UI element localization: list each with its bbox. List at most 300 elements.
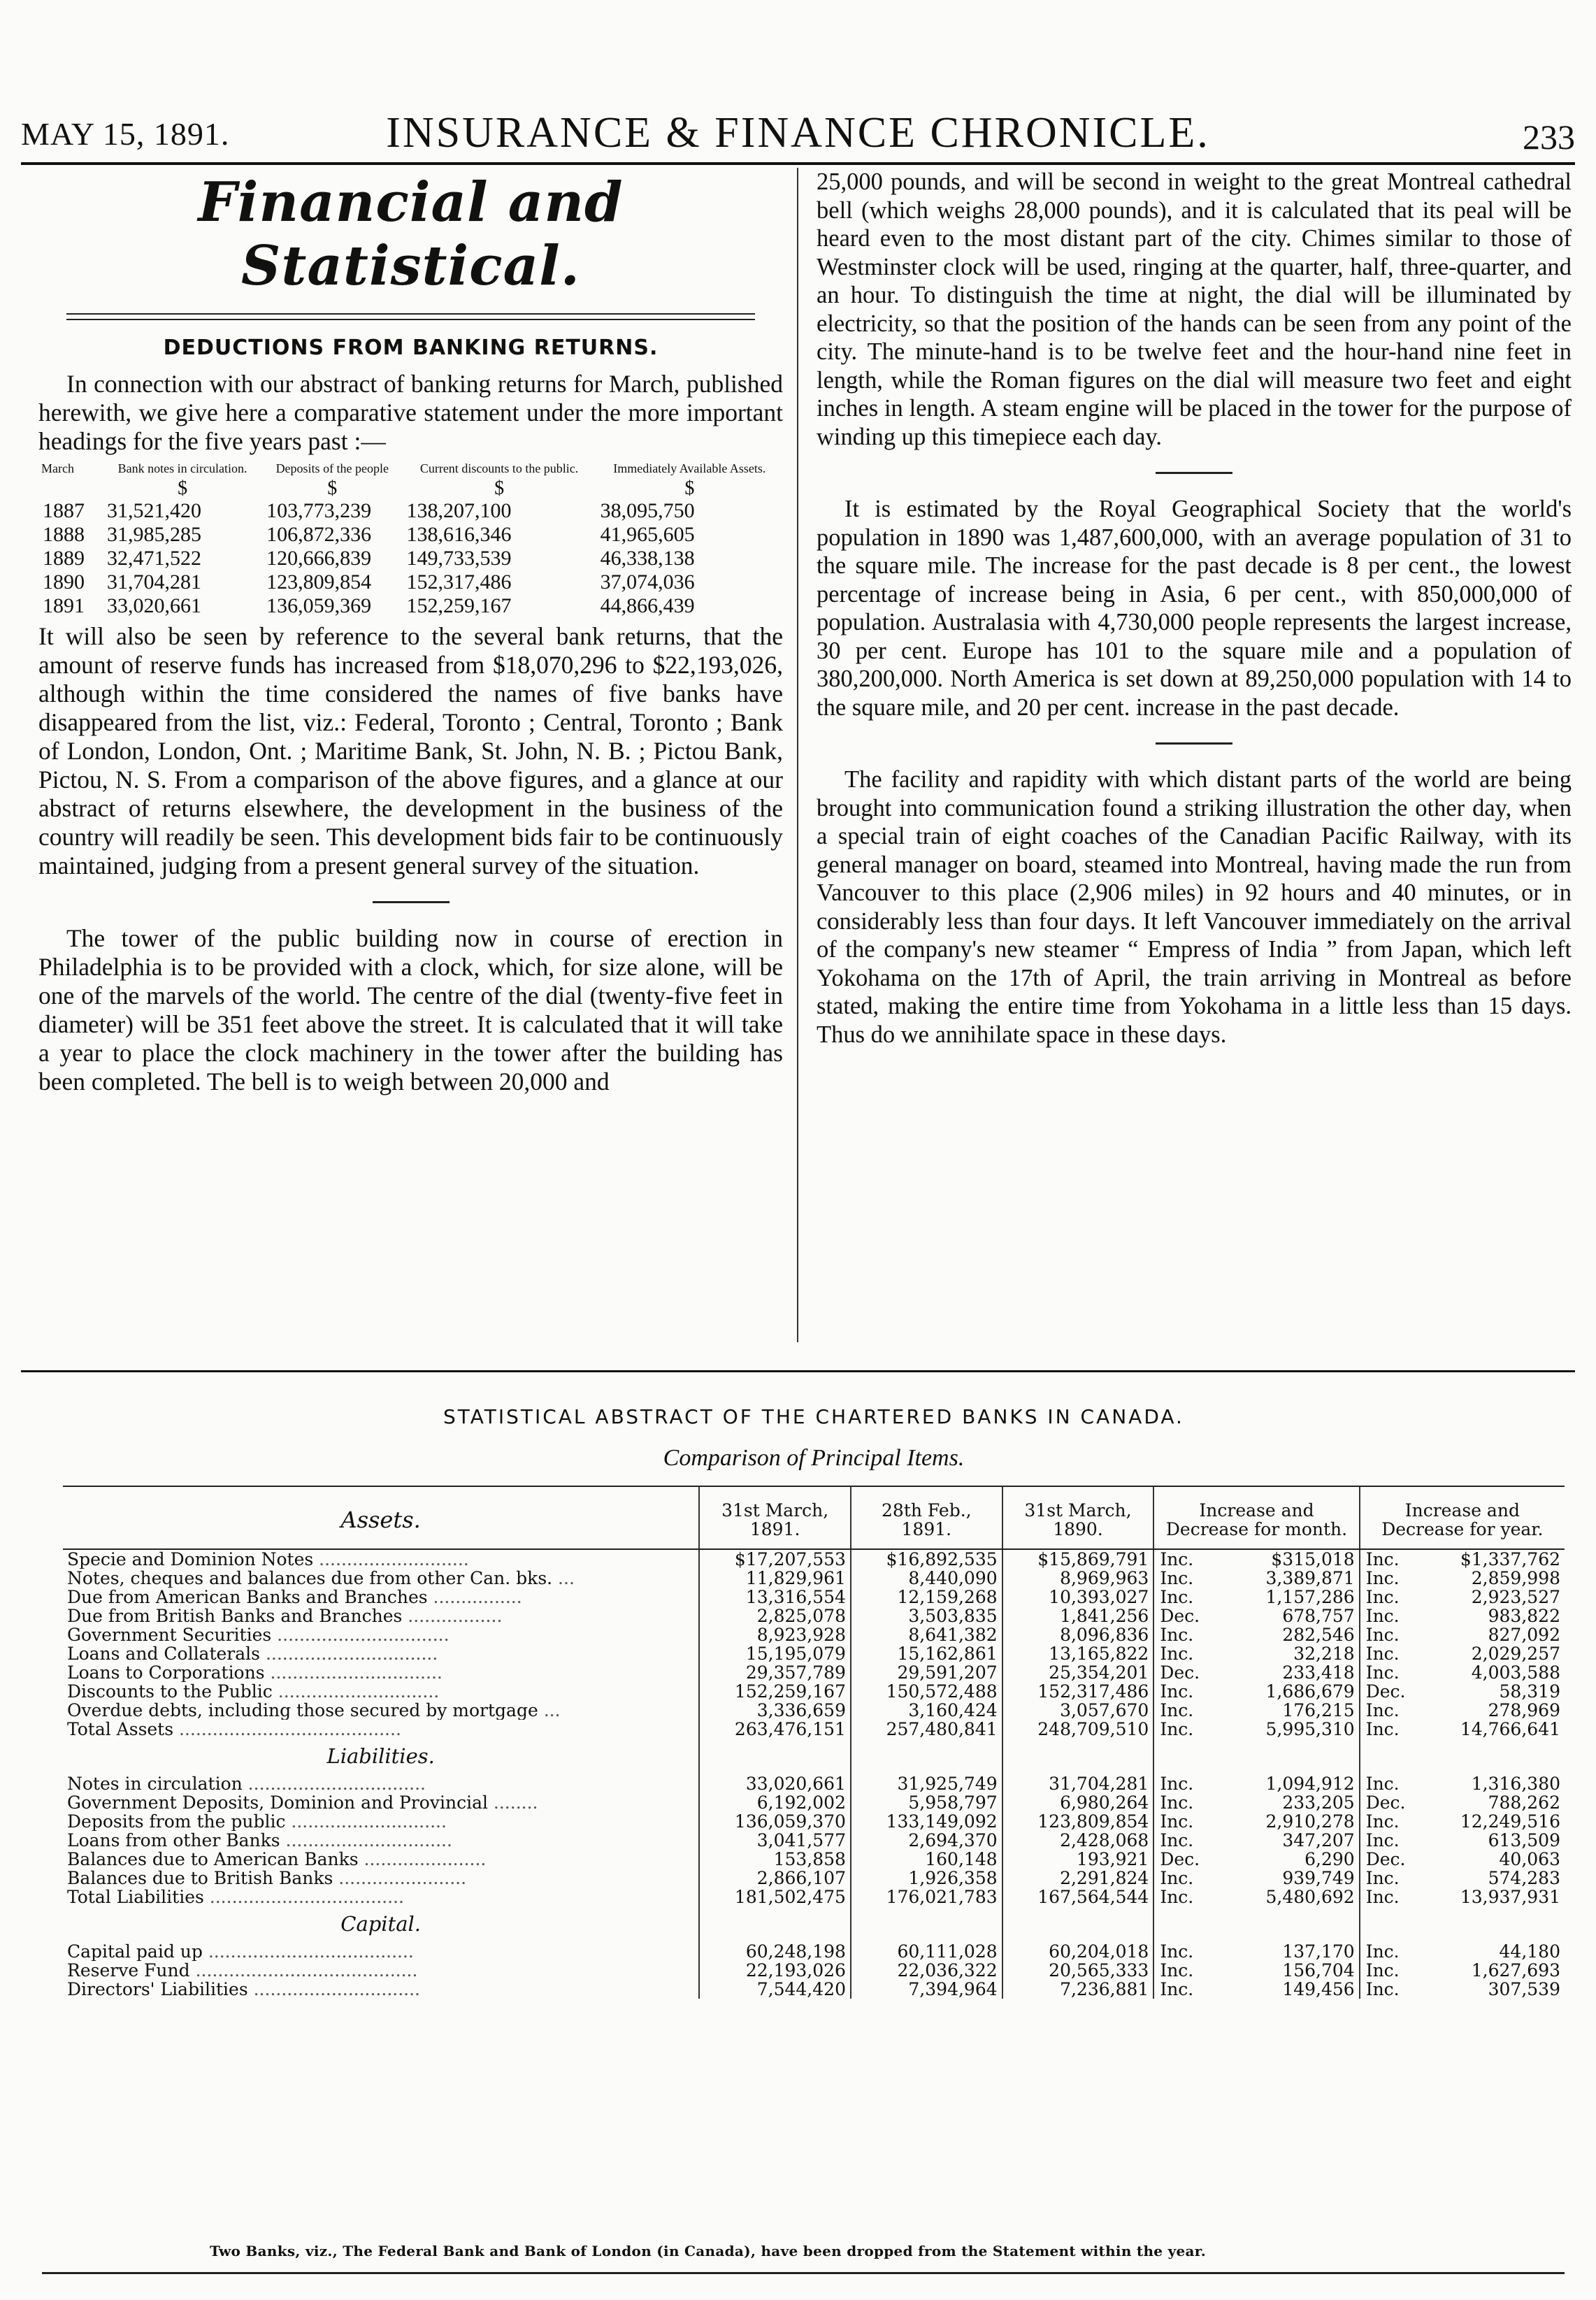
month-change: 1,094,912 [1265, 1774, 1355, 1794]
year-change: 1,627,693 [1471, 1960, 1560, 1981]
abstract-row [63, 1549, 1565, 1569]
unit-cell: $ [178, 477, 188, 499]
month-direction: Dec. [1153, 1663, 1217, 1682]
five-year-header: Deposits of the people [275, 461, 389, 475]
leader-dots: ............................... [264, 1663, 443, 1682]
column-header: Increase and Decrease for year. [1360, 1486, 1565, 1549]
row-label: Loans to Corporations ............................... [67, 1663, 443, 1682]
row-label: Overdue debts, including those secured by mortgage ... [67, 1701, 561, 1720]
value-cell: 136,059,369 [266, 594, 372, 617]
spacer-cell [851, 1739, 1002, 1774]
month-direction: Inc. [1153, 1682, 1217, 1701]
five-year-row [38, 570, 783, 594]
abstract-row [63, 1793, 1565, 1812]
article-body: The tower of the public building now in course of erection in Philadelphia is to be provided with a clock, which, for size alone, will be one of the marvels of the world. The centre of the dial (twenty-five feet in diameter) will be 351 feet above the street. It is calculated that it will take a year to place the clock machinery in the tower after the building has been completed. The bell is to weigh between 20,000 and [38, 924, 783, 1095]
value-cell: 31,704,281 [107, 570, 201, 594]
march-1891-value: 152,259,167 [699, 1682, 851, 1701]
month-change: 137,170 [1282, 1941, 1355, 1962]
leader-dots: ............................... [271, 1625, 450, 1644]
masthead-rule [66, 313, 755, 320]
feb-1891-value: 160,148 [851, 1850, 1002, 1869]
liabilities-subhead [63, 1739, 1565, 1774]
paragraph-divider [373, 901, 450, 903]
row-label: Directors' Liabilities .............................. [67, 1980, 421, 1999]
row-label: Specie and Dominion Notes ........................... [67, 1549, 469, 1569]
year-direction: Inc. [1360, 1774, 1423, 1793]
march-1891-value: 11,829,961 [699, 1569, 851, 1588]
year-direction: Inc. [1360, 1701, 1423, 1720]
article-body: The facility and rapidity with which distant parts of the world are being brought into communication found a striking illustration the other day, when a special train of eight coaches of the Canadian Pacific Railway, with its general manager on board, steamed into Montreal, having made the run from Vancouver to this place (2,906 miles) in 92 hours and 40 minutes, or in considerably less than four days. It left Vancouver immediately on the arrival of the company's new steamer “ Empress of India ” from Japan, which left Yokohama on the 17th of April, the train arriving in Montreal as before stated, making the entire time from Yokohama in a little less than 15 days. Thus do we annihilate space in these days. [817, 766, 1572, 1048]
feb-1891-value: 60,111,028 [851, 1942, 1002, 1961]
month-direction: Inc. [1153, 1774, 1217, 1793]
march-1891-value: 2,825,078 [699, 1607, 851, 1625]
feb-1891-value: $16,892,535 [851, 1549, 1002, 1569]
year-direction: Inc. [1360, 1569, 1423, 1588]
leader-dots: ....................... [333, 1869, 467, 1888]
row-label: Capital paid up ..................................... [67, 1942, 414, 1961]
leader-dots: ............................. [272, 1682, 440, 1701]
spacer-cell [1360, 1906, 1423, 1942]
year-change: 574,283 [1488, 1868, 1560, 1888]
feb-1891-value: 29,591,207 [851, 1663, 1002, 1682]
abstract-row [63, 1888, 1565, 1906]
month-change: 939,749 [1282, 1868, 1355, 1888]
year-change: 2,923,527 [1471, 1587, 1560, 1607]
march-1891-value: 181,502,475 [699, 1888, 851, 1906]
left-column [38, 168, 783, 1096]
month-direction: Inc. [1153, 1793, 1217, 1812]
footer-rule [42, 2272, 1565, 2274]
abstract-row [63, 1625, 1565, 1644]
section-rule [21, 1370, 1575, 1372]
abstract-row [63, 1850, 1565, 1869]
value-cell: 152,259,167 [406, 594, 512, 617]
feb-1891-value: 1,926,358 [851, 1869, 1002, 1888]
liabilities-rows [63, 1774, 1565, 1906]
march-1891-value: 3,336,659 [699, 1701, 851, 1720]
month-direction: Inc. [1153, 1980, 1217, 1999]
column-header: 31st March, 1891. [699, 1486, 851, 1549]
leader-dots: ........ [487, 1793, 538, 1812]
abstract-row [63, 1701, 1565, 1720]
leader-dots: ............................... [260, 1644, 438, 1663]
paragraph-divider [1156, 742, 1232, 745]
right-column [817, 168, 1572, 1049]
march-1891-value: 3,041,577 [699, 1831, 851, 1850]
year-cell: 1891 [43, 594, 85, 617]
march-1891-value: 15,195,079 [699, 1644, 851, 1663]
abstract-row [63, 1607, 1565, 1625]
running-head [21, 108, 1575, 157]
month-change: 32,218 [1293, 1644, 1355, 1664]
feb-1891-value: 133,149,092 [851, 1812, 1002, 1831]
liabilities-heading: Liabilities. [326, 1744, 435, 1768]
spacer-cell [851, 1906, 1002, 1942]
abstract-row [63, 1942, 1565, 1961]
abstract-title: STATISTICAL ABSTRACT OF THE CHARTERED BANKS IN CANADA. [443, 1405, 1184, 1428]
row-label: Deposits from the public ............................ [67, 1812, 447, 1831]
column-header: 28th Feb., 1891. [851, 1486, 1002, 1549]
value-cell: 31,521,420 [107, 499, 201, 522]
year-change: 14,766,641 [1460, 1719, 1560, 1739]
march-1891-value: 8,923,928 [699, 1625, 851, 1644]
spacer-cell [699, 1739, 851, 1774]
row-label: Total Liabilities ................................... [67, 1888, 404, 1906]
value-cell: 41,965,605 [600, 523, 695, 546]
abstract-row [63, 1663, 1565, 1682]
march-1891-value: 22,193,026 [699, 1961, 851, 1980]
march-1890-value: 7,236,881 [1002, 1980, 1154, 1999]
march-1890-value: 20,565,333 [1002, 1961, 1154, 1980]
feb-1891-value: 176,021,783 [851, 1888, 1002, 1906]
value-cell: 103,773,239 [266, 499, 372, 522]
feb-1891-value: 257,480,841 [851, 1720, 1002, 1739]
leader-dots: ... [538, 1701, 561, 1720]
month-direction: Inc. [1153, 1588, 1217, 1607]
march-1890-value: 1,841,256 [1002, 1607, 1154, 1625]
leader-dots: ............................ [285, 1812, 447, 1831]
value-cell: 46,338,138 [600, 547, 695, 570]
column-header: 31st March, 1890. [1002, 1486, 1154, 1549]
year-change: 827,092 [1488, 1625, 1560, 1645]
abstract-row [63, 1869, 1565, 1888]
row-label: Government Deposits, Dominion and Provincial ........ [67, 1793, 538, 1812]
spacer-cell [1002, 1739, 1154, 1774]
subhead-row [63, 1906, 1565, 1942]
column-header: Increase and Decrease for month. [1153, 1486, 1359, 1549]
month-change: $315,018 [1271, 1549, 1355, 1569]
month-direction: Inc. [1153, 1961, 1217, 1980]
capital-heading: Capital. [340, 1912, 422, 1936]
march-1891-value: 153,858 [699, 1850, 851, 1869]
leader-dots: ................ [427, 1588, 522, 1607]
year-change: 2,029,257 [1471, 1644, 1560, 1664]
month-direction: Inc. [1153, 1720, 1217, 1739]
spacer-cell [1217, 1906, 1360, 1942]
abstract-row [63, 1980, 1565, 1999]
value-cell: 44,866,439 [600, 594, 695, 617]
year-direction: Inc. [1360, 1663, 1423, 1682]
year-change: 58,319 [1499, 1681, 1560, 1702]
march-1891-value: 13,316,554 [699, 1588, 851, 1607]
value-cell: 138,207,100 [406, 499, 512, 522]
leader-dots: ................. [402, 1607, 503, 1625]
leader-dots: ........................................ [189, 1961, 418, 1980]
unit-cell [38, 478, 103, 499]
leader-dots: ... [552, 1569, 575, 1588]
month-direction: Inc. [1153, 1869, 1217, 1888]
month-change: 156,704 [1282, 1960, 1355, 1981]
abstract-row [63, 1569, 1565, 1588]
spacer-cell [1002, 1906, 1154, 1942]
row-label: Balances due to British Banks ....................... [67, 1869, 467, 1888]
abstract-table [63, 1486, 1565, 1999]
year-cell: 1887 [43, 499, 85, 522]
year-cell: 1890 [43, 570, 85, 594]
month-change: 149,456 [1282, 1979, 1355, 1999]
month-change: 347,207 [1282, 1830, 1355, 1850]
five-year-header: Bank notes in circulation. [117, 461, 247, 475]
month-direction: Inc. [1153, 1942, 1217, 1961]
month-direction: Dec. [1153, 1850, 1217, 1869]
article-heading: DEDUCTIONS FROM BANKING RETURNS. [163, 336, 659, 360]
march-1890-value: 123,809,854 [1002, 1812, 1154, 1831]
year-change: 983,822 [1488, 1606, 1560, 1626]
year-direction: Inc. [1360, 1607, 1423, 1625]
abstract-row [63, 1812, 1565, 1831]
month-direction: Inc. [1153, 1625, 1217, 1644]
year-change: 44,180 [1499, 1941, 1560, 1962]
value-cell: 31,985,285 [107, 523, 201, 546]
year-cell: 1888 [43, 523, 85, 546]
month-change: 2,910,278 [1265, 1811, 1355, 1832]
leader-dots: ................................ [242, 1774, 426, 1793]
row-label: Due from British Banks and Branches ................. [67, 1607, 503, 1625]
subhead-row [63, 1739, 1565, 1774]
year-change: 278,969 [1488, 1700, 1560, 1720]
feb-1891-value: 7,394,964 [851, 1980, 1002, 1999]
march-1891-value: 6,192,002 [699, 1793, 851, 1812]
feb-1891-value: 8,641,382 [851, 1625, 1002, 1644]
year-change: 788,262 [1488, 1792, 1560, 1813]
march-1891-value: 263,476,151 [699, 1720, 851, 1739]
abstract-row [63, 1588, 1565, 1607]
month-change: 1,686,679 [1265, 1681, 1355, 1702]
feb-1891-value: 15,162,861 [851, 1644, 1002, 1663]
feb-1891-value: 150,572,488 [851, 1682, 1002, 1701]
header-rule [21, 162, 1575, 165]
abstract-row [63, 1644, 1565, 1663]
leader-dots: .............................. [280, 1831, 452, 1850]
march-1891-value: $17,207,553 [699, 1549, 851, 1569]
unit-cell: $ [684, 477, 695, 499]
five-year-header: March [41, 461, 74, 475]
march-1891-value: 7,544,420 [699, 1980, 851, 1999]
year-direction: Inc. [1360, 1831, 1423, 1850]
year-direction: Inc. [1360, 1588, 1423, 1607]
spacer-cell [1153, 1906, 1217, 1942]
issue-date: MAY 15, 1891. [21, 116, 230, 152]
month-change: 176,215 [1282, 1700, 1355, 1720]
march-1891-value: 2,866,107 [699, 1869, 851, 1888]
capital-rows [63, 1942, 1565, 1999]
march-1890-value: 2,291,824 [1002, 1869, 1154, 1888]
leader-dots: ..................................... [202, 1942, 414, 1961]
feb-1891-value: 5,958,797 [851, 1793, 1002, 1812]
publication-title: INSURANCE & FINANCE CHRONICLE. [386, 109, 1210, 157]
month-change: 1,157,286 [1265, 1587, 1355, 1607]
spacer-cell [1217, 1739, 1360, 1774]
five-year-body [38, 478, 783, 618]
abstract-row [63, 1774, 1565, 1793]
month-direction: Inc. [1153, 1569, 1217, 1588]
month-change: 233,418 [1282, 1662, 1355, 1683]
section-masthead: Financial and Statistical. [198, 171, 624, 298]
unit-cell: $ [327, 477, 338, 499]
march-1890-value: 167,564,544 [1002, 1888, 1154, 1906]
value-cell: 37,074,036 [600, 570, 695, 594]
abstract-subtitle: Comparison of Principal Items. [663, 1445, 965, 1471]
month-direction: Inc. [1153, 1812, 1217, 1831]
march-1890-value: 31,704,281 [1002, 1774, 1154, 1793]
value-cell: 38,095,750 [600, 499, 695, 522]
leader-dots: ........................... [313, 1549, 469, 1569]
article-body: 25,000 pounds, and will be second in weight to the great Montreal cathedral bell (which weighs 28,000 pounds), and it is calculated that its peal will be heard even to the most distant part of the city. Chimes similar to those of Westminster clock will be used, ringing at the quarter, half, three-quarter, and an hour. To distinguish the time at night, the dial will be illuminated by electricity, so that the position of the hands can be seen from any point of the city. The minute-hand is to be twelve feet and the hour-hand nine feet in length, while the Roman figures on the dial will measure two feet and eight inches in length. A steam engine will be placed in the tower for the purpose of winding up this timepiece each day. [817, 168, 1572, 450]
capital-subhead [63, 1906, 1565, 1942]
march-1890-value: 60,204,018 [1002, 1942, 1154, 1961]
year-change: 2,859,998 [1471, 1568, 1560, 1588]
march-1890-value: $15,869,791 [1002, 1549, 1154, 1569]
row-label: Government Securities ............................... [67, 1625, 450, 1644]
value-cell: 138,616,346 [406, 523, 512, 546]
value-cell: 123,809,854 [266, 570, 372, 594]
march-1890-value: 25,354,201 [1002, 1663, 1154, 1682]
year-direction: Inc. [1360, 1980, 1423, 1999]
month-change: 3,389,871 [1265, 1568, 1355, 1588]
year-direction: Inc. [1360, 1812, 1423, 1831]
five-year-row [38, 594, 783, 618]
spacer-cell [699, 1906, 851, 1942]
year-direction: Inc. [1360, 1549, 1423, 1569]
feb-1891-value: 12,159,268 [851, 1588, 1002, 1607]
row-label: Balances due to American Banks ...................... [67, 1850, 487, 1869]
month-direction: Inc. [1153, 1831, 1217, 1850]
column-divider [797, 168, 798, 1342]
year-change: 12,249,516 [1460, 1811, 1560, 1832]
month-change: 233,205 [1282, 1792, 1355, 1813]
month-direction: Inc. [1153, 1888, 1217, 1906]
five-year-row [38, 499, 783, 523]
year-cell: 1889 [43, 547, 85, 570]
spacer-cell [1360, 1739, 1423, 1774]
march-1890-value: 193,921 [1002, 1850, 1154, 1869]
year-direction: Dec. [1360, 1682, 1423, 1701]
feb-1891-value: 31,925,749 [851, 1774, 1002, 1793]
row-label: Discounts to the Public ............................. [67, 1682, 440, 1701]
five-year-units-row [38, 478, 783, 499]
row-label: Loans from other Banks .............................. [67, 1831, 452, 1850]
year-change: 13,937,931 [1460, 1887, 1560, 1907]
value-cell: 32,471,522 [107, 547, 201, 570]
feb-1891-value: 22,036,322 [851, 1961, 1002, 1980]
year-direction: Inc. [1360, 1942, 1423, 1961]
paragraph-divider [1156, 472, 1232, 474]
spacer-cell [1423, 1906, 1565, 1942]
month-change: 282,546 [1282, 1625, 1355, 1645]
feb-1891-value: 2,694,370 [851, 1831, 1002, 1850]
march-1890-value: 13,165,822 [1002, 1644, 1154, 1663]
march-1890-value: 10,393,027 [1002, 1588, 1154, 1607]
leader-dots: ........................................ [173, 1720, 401, 1739]
month-change: 678,757 [1282, 1606, 1355, 1626]
abstract-row [63, 1720, 1565, 1739]
month-change: 5,995,310 [1265, 1719, 1355, 1739]
year-direction: Dec. [1360, 1850, 1423, 1869]
march-1891-value: 136,059,370 [699, 1812, 851, 1831]
month-direction: Inc. [1153, 1701, 1217, 1720]
year-change: 307,539 [1488, 1979, 1560, 1999]
march-1890-value: 8,096,836 [1002, 1625, 1154, 1644]
leader-dots: .............................. [247, 1980, 421, 1999]
year-change: $1,337,762 [1460, 1549, 1560, 1569]
feb-1891-value: 3,503,835 [851, 1607, 1002, 1625]
row-label: Loans and Collaterals ............................... [67, 1644, 438, 1663]
five-year-header: Immediately Available Assets. [613, 461, 766, 475]
article-body: It is estimated by the Royal Geographical Society that the world's population in 1890 was 1,487,600,000, with an average population of 31 to the square mile. The increase for the past decade is 8 per cent., the lowest percentage of increase being in Asia, 6 per cent., with 850,000,000 of population. Australasia with 4,730,000 people represents the largest increase, 30 per cent. Europe has 101 to the square mile and a population of 380,200,000. North America is set down at 89,250,000 population with 14 to the square mile, and 20 per cent. increase in the past decade. [817, 496, 1572, 721]
year-change: 613,509 [1488, 1830, 1560, 1850]
year-direction: Inc. [1360, 1961, 1423, 1980]
abstract-row [63, 1961, 1565, 1980]
abstract-header-row [63, 1486, 1565, 1549]
march-1890-value: 2,428,068 [1002, 1831, 1154, 1850]
march-1890-value: 6,980,264 [1002, 1793, 1154, 1812]
month-direction: Inc. [1153, 1549, 1217, 1569]
month-change: 5,480,692 [1265, 1887, 1355, 1907]
abstract-row [63, 1682, 1565, 1701]
month-direction: Dec. [1153, 1607, 1217, 1625]
month-change: 6,290 [1304, 1849, 1355, 1869]
march-1890-value: 248,709,510 [1002, 1720, 1154, 1739]
five-year-table [38, 461, 783, 618]
year-change: 1,316,380 [1471, 1774, 1560, 1794]
march-1891-value: 33,020,661 [699, 1774, 851, 1793]
value-cell: 152,317,486 [406, 570, 512, 594]
march-1891-value: 29,357,789 [699, 1663, 851, 1682]
month-direction: Inc. [1153, 1644, 1217, 1663]
leader-dots: ...................... [358, 1850, 487, 1869]
article-intro: In connection with our abstract of banking returns for March, published herewith, we give here a comparative statement under the more important headings for the five years past :— [38, 370, 783, 455]
value-cell: 106,872,336 [266, 523, 372, 546]
statistical-abstract [63, 1405, 1565, 1999]
year-direction: Inc. [1360, 1869, 1423, 1888]
march-1890-value: 3,057,670 [1002, 1701, 1154, 1720]
value-cell: 120,666,839 [266, 547, 372, 570]
abstract-footnote: Two Banks, viz., The Federal Bank and Bank of London (in Canada), have been dropped from the Statement within the year. [210, 2243, 1207, 2259]
year-direction: Inc. [1360, 1625, 1423, 1644]
value-cell: 149,733,539 [406, 547, 512, 570]
five-year-header: Current discounts to the public. [419, 461, 579, 475]
year-change: 4,003,588 [1471, 1662, 1560, 1683]
article-body: It will also be seen by reference to the several bank returns, that the amount of reserve funds has increased from $18,070,296 to $22,193,026, although within the time considered the names of five banks have disappeared from the list, viz.: Federal, Toronto ; Central, Toronto ; Bank of London, London, Ont. ; Maritime Bank, St. John, N. B. ; Pictou Bank, Pictou, N. S. From a comparison of the above figures, and a glance at our abstract of returns elsewhere, the development in the business of the country will readily be seen. This development bids fair to be continuously maintained, judging from a present general survey of the situation. [38, 622, 783, 879]
unit-cell: $ [494, 477, 505, 499]
abstract-row [63, 1831, 1565, 1850]
five-year-row [38, 547, 783, 570]
row-label: Notes, cheques and balances due from other Can. bks. ... [67, 1569, 575, 1588]
year-direction: Inc. [1360, 1888, 1423, 1906]
spacer-cell [1423, 1739, 1565, 1774]
five-year-row [38, 523, 783, 547]
year-change: 40,063 [1499, 1849, 1560, 1869]
row-label: Notes in circulation ................................ [67, 1774, 426, 1793]
value-cell: 33,020,661 [107, 594, 201, 617]
assets-rows [63, 1549, 1565, 1739]
march-1891-value: 60,248,198 [699, 1942, 851, 1961]
march-1890-value: 152,317,486 [1002, 1682, 1154, 1701]
leader-dots: ................................... [203, 1888, 404, 1906]
year-direction: Dec. [1360, 1793, 1423, 1812]
march-1890-value: 8,969,963 [1002, 1569, 1154, 1588]
year-direction: Inc. [1360, 1644, 1423, 1663]
assets-heading: Assets. [63, 1486, 699, 1549]
row-label: Reserve Fund ........................................ [67, 1961, 418, 1980]
five-year-header-row [38, 461, 783, 478]
feb-1891-value: 8,440,090 [851, 1569, 1002, 1588]
row-label: Total Assets ........................................ [67, 1720, 401, 1739]
page-number: 233 [1523, 117, 1575, 157]
year-direction: Inc. [1360, 1720, 1423, 1739]
row-label: Due from American Banks and Branches ................ [67, 1588, 522, 1607]
spacer-cell [1153, 1739, 1217, 1774]
